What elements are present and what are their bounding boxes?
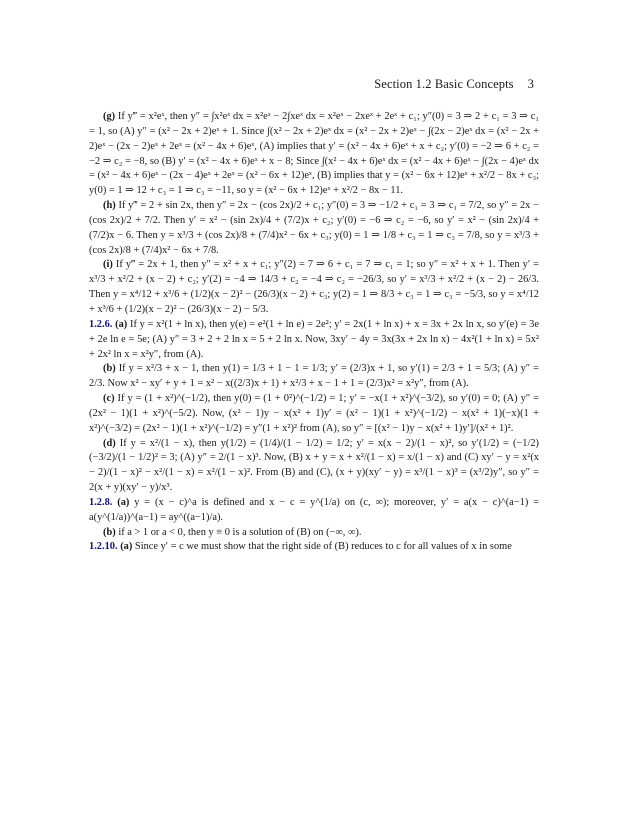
solution-text: If y‴ = x²eˣ, then y″ = ∫x²eˣ dx = x²eˣ − 2∫xeˣ dx = x²eˣ − 2xeˣ + 2eˣ + c₁; y″(0) = 3 ⇒ 2 + c₁ = 3 ⇒ c₁ = 1, so (A) y″ = (x² − 2x + 2)eˣ + 1. Since ∫(x² − 2x + 2)eˣ dx = (x² − 2x + 2)eˣ − ∫(2x − 2)eˣ dx = (x² − 2x + 2)eˣ − (2x − 2)eˣ + 2eˣ = (x² − 4x + 6)eˣ, (A) implies that y′ = (x² − 4x + 6)eˣ + x + c₂; y′(0) = −2 ⇒ 6 + c₂ = −2 ⇒ c₂ = −8, so (B) y′ = (x² − 4x + 6)eˣ + x − 8; Since ∫(x² − 4x + 6)eˣ dx = (x² − 4x + 6)eˣ − ∫(2x − 4)eˣ dx = (x² − 4x + 6)eˣ − (2x − 4)eˣ + 2eˣ = (x² − 6x + 12)eˣ, (B) implies that y = (x² − 6x + 12)eˣ + x²/2 − 8x + c₃; y(0) = 1 ⇒ 12 + c₃ = 1 ⇒ c₃ = −11, so y = (x² − 6x + 12)eˣ + x²/2 − 8x − 11. bbox=[89, 111, 539, 197]
part-label: (a) bbox=[115, 318, 128, 330]
solution-text: If y‴ = 2x + 1, then y″ = x² + x + c₁; y″(2) = 7 ⇒ 6 + c₁ = 7 ⇒ c₁ = 1; so y″ = x² + x + 1. Then y′ = x³/3 + x²/2 + (x − 2) + c₂; y′(2) = −4 ⇒ 14/3 + c₂ = −4 ⇒ c₂ = −26/3, so y′ = x³/3 + x²/2 + (x − 2) − 26/3. Then y = x⁴/12 + x³/6 + (1/2)(x − 2)² − (26/3)(x − 2) + c₃; y(2) = 1 ⇒ 8/3 + c₃ = 1 ⇒ c₃ = −5/3, so y = x⁴/12 + x³/6 + (1/2)(x − 2)² − (26/3)(x − 2) − 5/3. bbox=[89, 259, 539, 315]
solution-text: If y = (1 + x²)^(−1/2), then y(0) = (1 + 0²)^(−1/2) = 1; y′ = −x(1 + x²)^(−3/2), so y′(0) = 0; (A) y″ = (2x² − 1)(1 + x²)^(−5/2). Now, (x² − 1)y − x(x² + 1)y′ = (x² − 1)(1 + x²)^(−1/2) − x(x² + 1)(−x)(1 + x²)^(−3/2) = (2x² − 1)(1 + x²)^(−1/2) = y″(1 + x²)² from (A), so y″ = [(x² − 1)y − x(x² + 1)y′]/(x² + 1)². bbox=[89, 393, 539, 434]
part-label: (b) bbox=[103, 363, 116, 375]
solution-text: Since y′ = c we must show that the right side of (B) reduces to c for all values of x in some bbox=[134, 541, 512, 553]
exercise-number: 1.2.10. bbox=[89, 541, 118, 553]
solution-h bbox=[89, 199, 539, 258]
page-body bbox=[89, 110, 539, 555]
part-label: (i) bbox=[103, 259, 113, 271]
part-label: (a) bbox=[120, 541, 133, 553]
exercise-1-2-6-c bbox=[89, 392, 539, 437]
solution-text: If y = x²(1 + ln x), then y(e) = e²(1 + ln e) = 2e²; y′ = 2x(1 + ln x) + x = 3x + 2x ln x, so y′(e) = 3e + 2e ln e = 5e; (A) y″ = 3 + 2 + 2 ln x = 5 + 2 ln x. Now, 3xy′ − 4y = 3x(3x + 2x ln x) − 4x²(1 + ln x) = 5x² + 2x² ln x = x²y″, from (A). bbox=[89, 318, 539, 360]
exercise-number: 1.2.6. bbox=[89, 318, 113, 330]
exercise-1-2-8-b bbox=[89, 526, 539, 541]
exercise-1-2-6-a bbox=[89, 318, 539, 363]
exercise-1-2-10-a bbox=[89, 540, 539, 555]
part-label: (a) bbox=[117, 496, 130, 508]
solution-g bbox=[89, 110, 539, 199]
part-label: (d) bbox=[103, 437, 116, 449]
exercise-number: 1.2.8. bbox=[89, 496, 113, 508]
solution-i bbox=[89, 258, 539, 317]
solution-text: if a > 1 or a < 0, then y ≡ 0 is a solution of (B) on (−∞, ∞). bbox=[118, 526, 362, 538]
running-header bbox=[374, 77, 534, 92]
page-number: 3 bbox=[527, 77, 534, 91]
solution-text: If y‴ = 2 + sin 2x, then y″ = 2x − (cos 2x)/2 + c₁; y″(0) = 3 ⇒ −1/2 + c₁ = 3 ⇒ c₁ = 7/2, so y″ = 2x − (cos 2x)/2 + 7/2. Then y′ = x² − (sin 2x)/4 + (7/2)x + c₂; y′(0) = −6 ⇒ c₂ = −6, so y′ = x² − (sin 2x)/4 + (7/2)x − 6. Then y = x³/3 + (cos 2x)/8 + (7/4)x² − 6x + c₃; y(0) = 1 ⇒ 1/8 + c₃ = 1 ⇒ c₃ = 7/8, so y = x³/3 + (cos 2x)/8 + (7/4)x² − 6x + 7/8. bbox=[89, 200, 539, 256]
part-label: (h) bbox=[103, 200, 116, 212]
part-label: (g) bbox=[103, 111, 116, 122]
solution-text: If y = x²/(1 − x), then y(1/2) = (1/4)/(1 − 1/2) = 1/2; y′ = x(x − 2)/(1 − x)², so y′(1/2) = (−1/2)(−3/2)/(1 − 1/2)² = 3; (A) y″ = 2/(1 − x)³. Now, (B) x + y = x + x²/(1 − x) = x/(1 − x) and (C) xy′ − y = x²(x − 2)/(1 − x)² − x²/(1 − x) = x²/(1 − x)². From (B) and (C), (x + y)(xy′ − y) = x³/(1 − x)³ = (x³/2)y″, so y″ = 2(x + y)(xy′ − y)/x³. bbox=[89, 437, 539, 494]
exercise-1-2-8-a bbox=[89, 496, 539, 526]
part-label: (c) bbox=[103, 393, 115, 405]
solution-text: y = (x − c)^a is defined and x − c = y^(1/a) on (c, ∞); moreover, y′ = a(x − c)^(a−1) = a(y^(1/a))^(a−1) = ay^((a−1)/a). bbox=[89, 496, 539, 523]
section-title: Section 1.2 Basic Concepts bbox=[374, 77, 514, 91]
solution-text: If y = x²/3 + x − 1, then y(1) = 1/3 + 1 − 1 = 1/3; y′ = (2/3)x + 1, so y′(1) = 2/3 + 1 = 5/3; (A) y″ = 2/3. Now x² − xy′ + y + 1 = x² − x((2/3)x + 1) + x²/3 + x − 1 + 1 = (2/3)x² = x²y″, from (A). bbox=[89, 363, 539, 390]
exercise-1-2-6-b bbox=[89, 362, 539, 392]
part-label: (b) bbox=[103, 526, 116, 538]
exercise-1-2-6-d bbox=[89, 437, 539, 496]
